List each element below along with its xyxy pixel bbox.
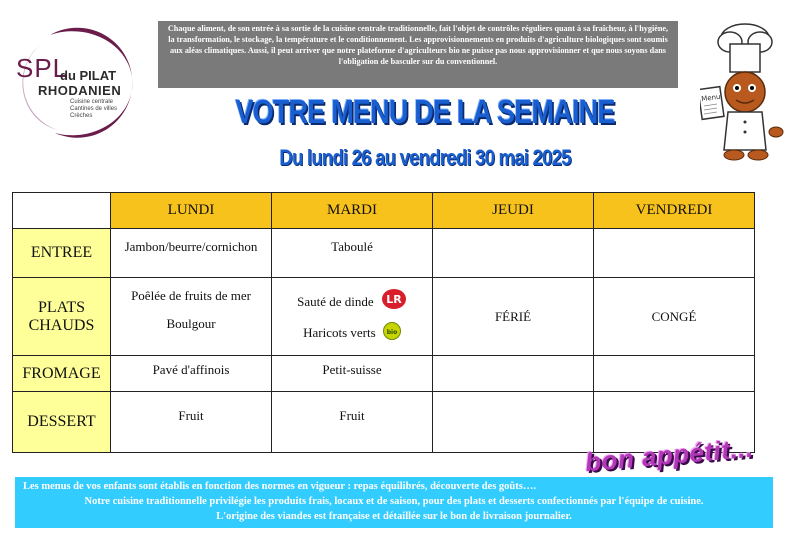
chef-menu-board-label: Menu bbox=[700, 92, 721, 104]
jeudi-dessert bbox=[433, 392, 594, 453]
spl-logo bbox=[10, 25, 145, 140]
lundi-plat-2: Boulgour bbox=[166, 316, 216, 331]
table-row-fromage bbox=[13, 356, 755, 392]
label-rouge-text: LR bbox=[386, 293, 402, 306]
footer-line1: Les menus de vos enfants sont établis en fonction des normes en vigueur : repas équilibrés, découverte des goûts…. bbox=[23, 481, 536, 492]
chef-mascot-icon bbox=[700, 20, 790, 165]
footer-notice bbox=[15, 477, 773, 528]
logo-subtitle-line2: Cantines de villes bbox=[70, 106, 118, 112]
footer-line2: Notre cuisine traditionnelle privilégie les produits frais, locaux et de saison, pour des plats et desserts confectionnés par l'équipe de cuisine. bbox=[84, 496, 704, 507]
row-label-entree: ENTREE bbox=[13, 229, 111, 278]
day-header-lundi: LUNDI bbox=[111, 193, 272, 229]
bio-leaf-icon bbox=[383, 322, 401, 340]
week-dates: Du lundi 26 au vendredi 30 mai 2025 bbox=[279, 145, 571, 170]
jeudi-plats: FÉRIÉ bbox=[433, 278, 594, 356]
table-row-entree bbox=[13, 229, 755, 278]
logo-subtitle-line3: Crèches bbox=[70, 113, 93, 119]
lundi-fromage: Pavé d'affinois bbox=[111, 356, 272, 392]
vendredi-entree bbox=[594, 229, 755, 278]
logo-name-line2: RHODANIEN bbox=[38, 83, 122, 98]
lundi-entree: Jambon/beurre/cornichon bbox=[111, 229, 272, 278]
bon-appetit-banner: bon appétit... bbox=[583, 432, 755, 478]
bio-text: bio bbox=[386, 329, 398, 336]
mardi-plat-1-wrap bbox=[272, 288, 432, 310]
mardi-plat-2-wrap bbox=[272, 322, 432, 341]
jeudi-entree bbox=[433, 229, 594, 278]
quality-notice: Chaque aliment, de son entrée à sa sortie de la cuisine centrale traditionnelle, fait l'objet de contrôles réguliers quant à sa fraîcheur, à l'hygiène, la transformation, le stockage, la température et le conditionnement. Les approvisionnements en produits d'agriculture biologiques sont soumis aux aléas climatiques. Aussi, il peut arriver que notre plateforme d'agriculteurs bio ne puisse pas nous approvisionner et que nous soyons dans l'obligation de basculer sur du conventionnel. bbox=[158, 21, 678, 88]
page-title: VOTRE MENU DE LA SEMAINE bbox=[235, 93, 615, 130]
mardi-plats bbox=[272, 278, 433, 356]
table-row-plats-chauds bbox=[13, 278, 755, 356]
logo-subtitle-line1: Cuisine centrale bbox=[70, 99, 114, 105]
mardi-plat-1: Sauté de dinde bbox=[297, 294, 374, 309]
day-header-jeudi: JEUDI bbox=[433, 193, 594, 229]
day-header-mardi: MARDI bbox=[272, 193, 433, 229]
mardi-entree: Taboulé bbox=[272, 229, 433, 278]
vendredi-fromage bbox=[594, 356, 755, 392]
lundi-dessert: Fruit bbox=[111, 392, 272, 453]
weekly-menu-table bbox=[12, 192, 755, 453]
lundi-plat-1: Poêlée de fruits de mer bbox=[131, 288, 251, 303]
row-label-plats-chauds bbox=[13, 278, 111, 356]
lundi-plats bbox=[111, 278, 272, 356]
corner-cell bbox=[13, 193, 111, 229]
mardi-dessert: Fruit bbox=[272, 392, 433, 453]
day-header-vendredi: VENDREDI bbox=[594, 193, 755, 229]
logo-spl-text: SPL bbox=[16, 53, 69, 83]
logo-name-line1: du PILAT bbox=[60, 68, 117, 83]
mardi-plat-2: Haricots verts bbox=[303, 325, 376, 340]
mardi-fromage: Petit-suisse bbox=[272, 356, 433, 392]
row-label-plats-line1: PLATS bbox=[37, 298, 86, 316]
table-header-row bbox=[13, 193, 755, 229]
footer-line3: L'origine des viandes est française et détaillée sur le bon de livraison journalier. bbox=[216, 511, 572, 522]
row-label-fromage: FROMAGE bbox=[13, 356, 111, 392]
logo-subtitle bbox=[70, 99, 117, 120]
vendredi-plats: CONGÉ bbox=[594, 278, 755, 356]
row-label-plats-line2: CHAUDS bbox=[28, 316, 95, 334]
label-rouge-icon bbox=[381, 288, 407, 310]
row-label-dessert: DESSERT bbox=[13, 392, 111, 453]
jeudi-fromage bbox=[433, 356, 594, 392]
